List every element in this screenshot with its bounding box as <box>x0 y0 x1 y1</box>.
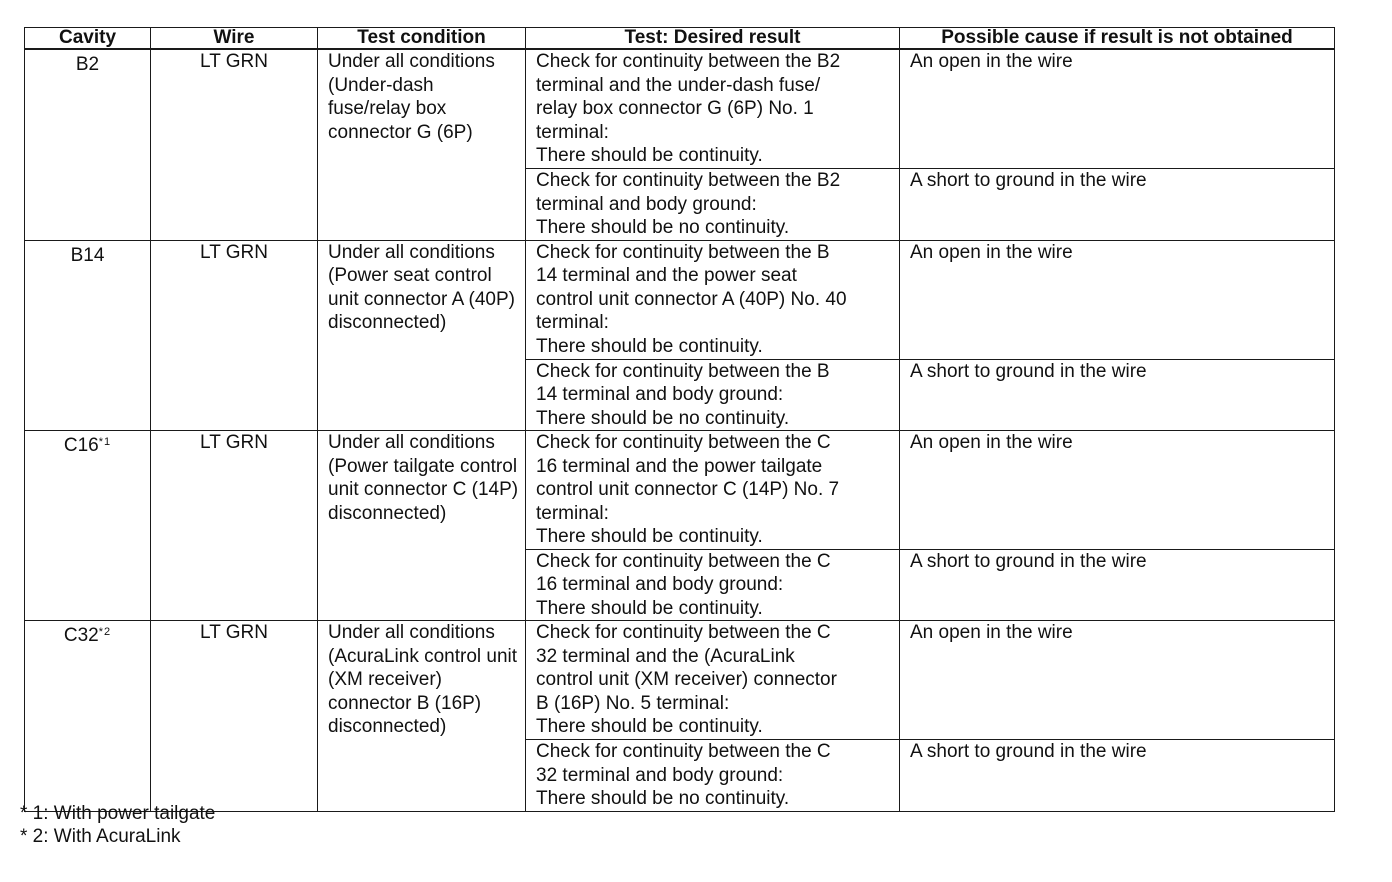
result-line: Check for continuity between the B <box>536 241 830 263</box>
cavity-label: C32 <box>63 625 99 646</box>
result-line: There should be no continuity. <box>536 217 790 238</box>
result-line: Check for continuity between the B2 <box>536 170 841 191</box>
header-row <box>25 28 1335 50</box>
result-cell <box>526 431 900 550</box>
result-line: B (16P) No. 5 terminal: <box>536 692 730 714</box>
result-line: 16 terminal and body ground: <box>536 574 784 595</box>
cause-cell: A short to ground in the wire <box>900 359 1335 431</box>
footnotes <box>20 802 215 848</box>
result-cell <box>526 549 900 621</box>
result-line: control unit connector C (14P) No. 7 <box>536 479 840 500</box>
result-line: control unit (XM receiver) connector <box>536 669 837 690</box>
result-cell <box>526 621 900 740</box>
result-line: terminal and the under-dash fuse/ <box>536 74 821 96</box>
result-cell <box>526 49 900 169</box>
result-line: control unit connector A (40P) No. 40 <box>536 288 847 310</box>
result-line: There should be no continuity. <box>536 407 790 429</box>
result-line: Check for continuity between the C <box>536 622 831 643</box>
cause-cell: An open in the wire <box>900 431 1335 550</box>
cavity-note: *2 <box>98 626 112 638</box>
result-line: 14 terminal and body ground: <box>536 384 784 405</box>
cavity-cell <box>25 431 151 621</box>
result-line: terminal: <box>536 502 609 524</box>
table-row <box>25 431 1335 550</box>
result-line: relay box connector G (6P) No. 1 <box>536 98 814 119</box>
result-line: There should be continuity. <box>536 716 763 737</box>
result-line: terminal: <box>536 312 609 333</box>
header-desired-result: Test: Desired result <box>526 28 900 50</box>
wire-cell: LT GRN <box>151 49 318 240</box>
cause-cell: An open in the wire <box>900 49 1335 169</box>
result-line: terminal and body ground: <box>536 193 757 215</box>
result-cell <box>526 169 900 241</box>
condition-cell: Under all conditions (Power tailgate control unit connector C (14P) disconnected) <box>318 431 526 621</box>
result-line: Check for continuity between the B <box>536 360 830 382</box>
result-cell <box>526 359 900 431</box>
cavity-label: B14 <box>70 244 105 266</box>
result-line: There should be continuity. <box>536 145 763 166</box>
result-line: 32 terminal and body ground: <box>536 764 784 786</box>
wire-cell: LT GRN <box>151 431 318 621</box>
result-line: Check for continuity between the C <box>536 741 831 762</box>
cause-cell: A short to ground in the wire <box>900 740 1335 812</box>
cause-cell: An open in the wire <box>900 621 1335 740</box>
result-cell <box>526 240 900 359</box>
cause-cell: A short to ground in the wire <box>900 549 1335 621</box>
cavity-note: *1 <box>98 436 112 448</box>
result-line: There should be continuity. <box>536 597 763 619</box>
result-line: There should be continuity. <box>536 526 763 547</box>
cavity-cell <box>25 621 151 812</box>
cause-cell: An open in the wire <box>900 240 1335 359</box>
cavity-cell <box>25 49 151 240</box>
table-row <box>25 240 1335 359</box>
condition-cell: Under all conditions (Power seat control unit connector A (40P) disconnected) <box>318 240 526 431</box>
result-line: 16 terminal and the power tailgate <box>536 455 823 477</box>
cavity-label: B2 <box>75 54 100 75</box>
result-line: 32 terminal and the (AcuraLink <box>536 645 795 667</box>
condition-cell: Under all conditions (AcuraLink control unit (XM receiver) connector B (16P) disconnected) <box>318 621 526 812</box>
cause-cell: A short to ground in the wire <box>900 169 1335 241</box>
result-line: Check for continuity between the C <box>536 550 831 572</box>
header-test-condition: Test condition <box>318 28 526 50</box>
condition-cell: Under all conditions (Under-dash fuse/relay box connector G (6P) <box>318 49 526 240</box>
diagnostic-table <box>24 27 1335 812</box>
footnote-2: * 2: With AcuraLink <box>20 826 181 847</box>
result-line: Check for continuity between the B2 <box>536 51 841 72</box>
wire-cell: LT GRN <box>151 240 318 431</box>
header-cavity: Cavity <box>25 28 151 50</box>
header-possible-cause: Possible cause if result is not obtained <box>900 28 1335 50</box>
table-row <box>25 621 1335 740</box>
result-cell <box>526 740 900 812</box>
table-row <box>25 49 1335 169</box>
result-line: 14 terminal and the power seat <box>536 265 797 286</box>
cavity-label: C16 <box>63 435 99 456</box>
result-line: There should be no continuity. <box>536 788 790 809</box>
header-wire: Wire <box>151 28 318 50</box>
wire-cell: LT GRN <box>151 621 318 812</box>
result-line: terminal: <box>536 121 609 143</box>
cavity-cell <box>25 240 151 431</box>
result-line: Check for continuity between the C <box>536 432 831 453</box>
footnote-1: * 1: With power tailgate <box>20 803 216 824</box>
result-line: There should be continuity. <box>536 335 763 357</box>
